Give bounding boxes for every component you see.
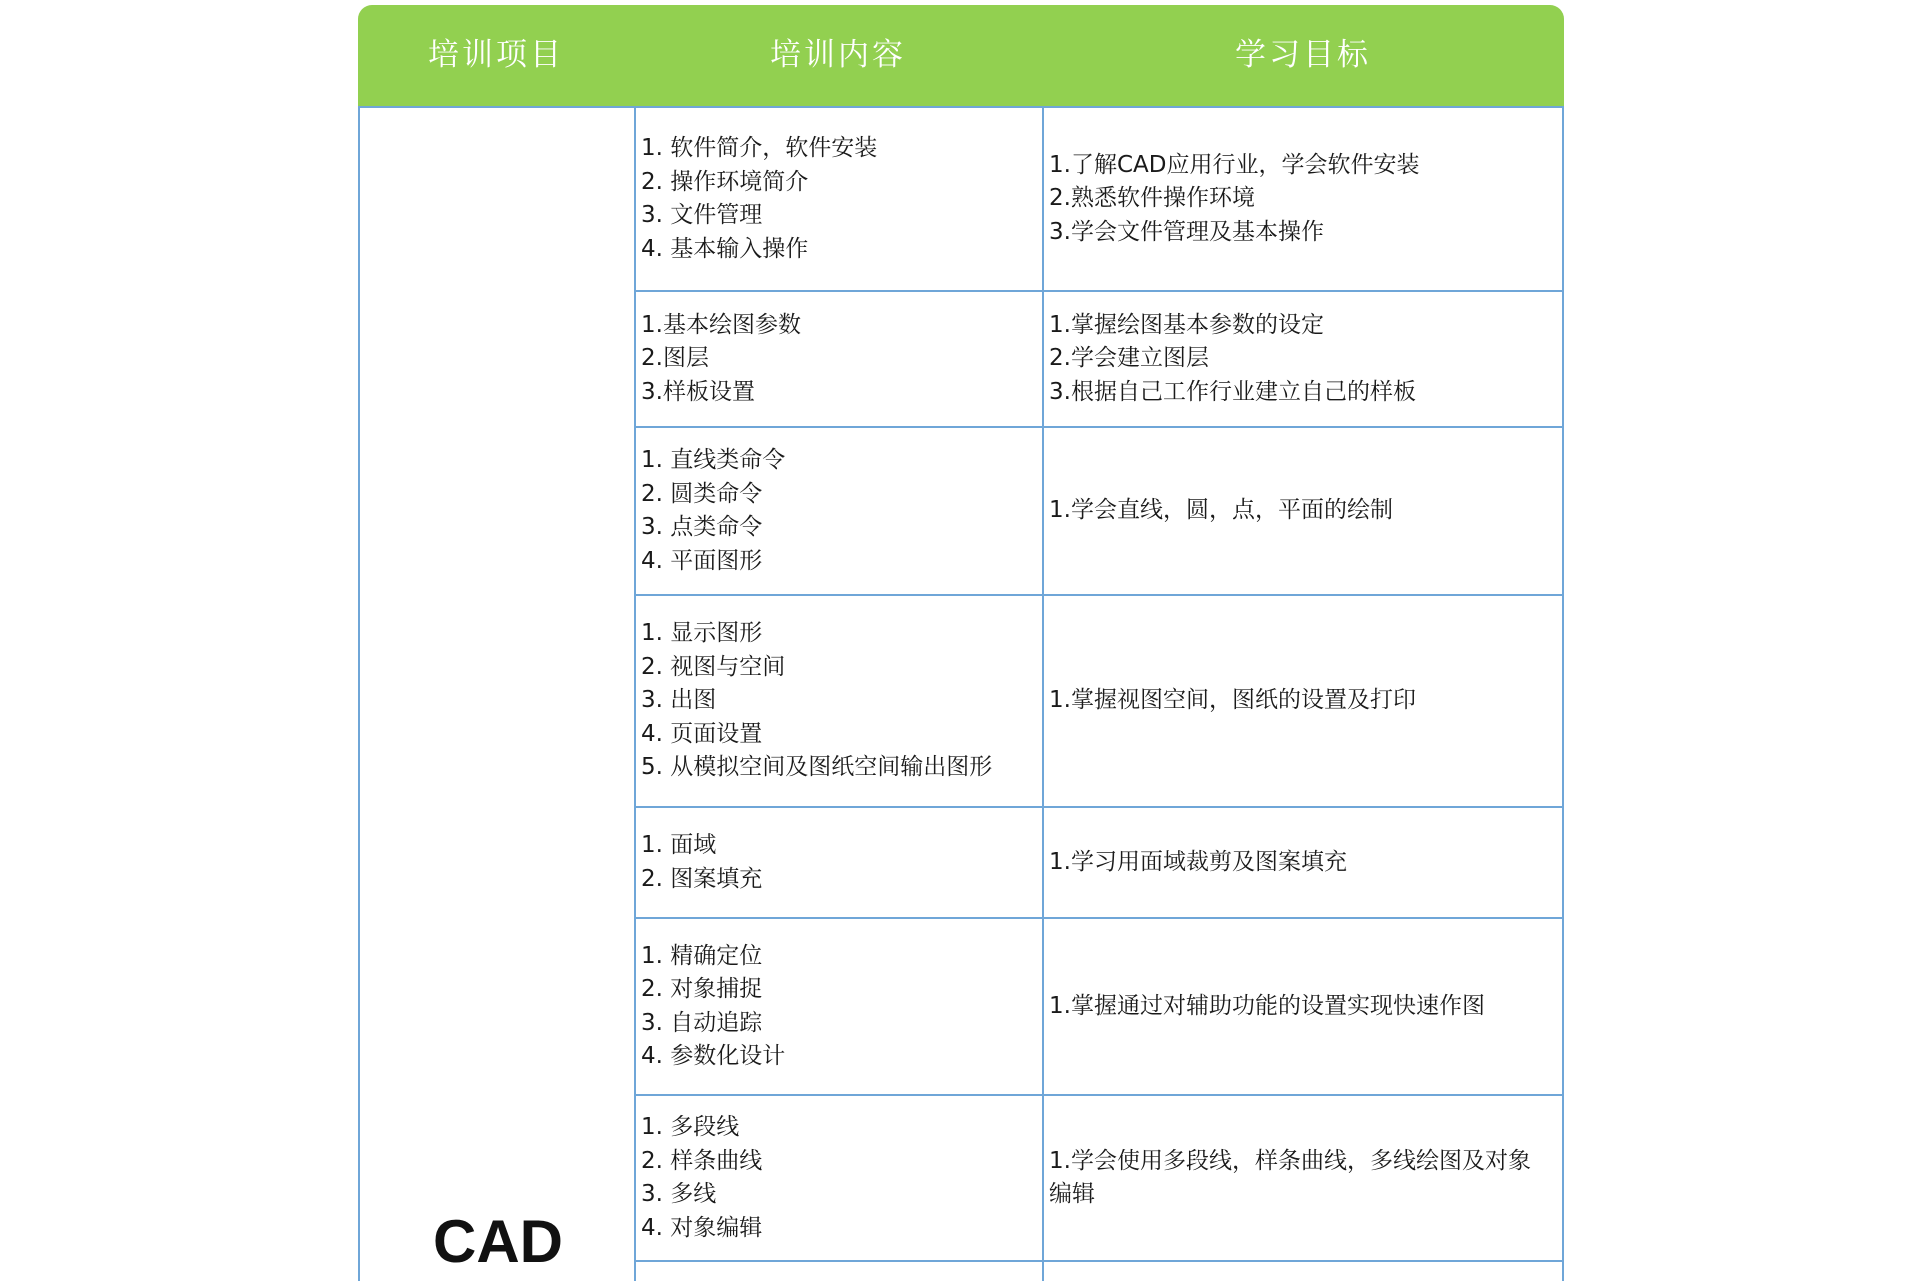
content-line: 2. 视图与空间	[641, 653, 786, 680]
content-cell	[634, 1260, 1042, 1281]
content-line: 4. 页面设置	[641, 720, 763, 747]
content-line: 1. 精确定位	[641, 942, 763, 969]
table-row	[634, 1094, 1564, 1260]
goal-cell	[1042, 917, 1564, 1094]
goal-line: 1.学会使用多段线，样条曲线，多线绘图及对象编辑	[1049, 1147, 1531, 1207]
content-line: 2.图层	[641, 345, 709, 372]
content-line: 4. 平面图形	[641, 547, 763, 574]
content-cell	[634, 917, 1042, 1094]
content-line: 5. 从模拟空间及图纸空间输出图形	[641, 754, 993, 781]
goal-cell	[1042, 426, 1564, 594]
content-line: 4. 对象编辑	[641, 1214, 763, 1241]
header-training-project: 培训项目	[428, 37, 564, 73]
goal-line: 1.学习用面域裁剪及图案填充	[1049, 848, 1347, 875]
content-line: 4. 基本输入操作	[641, 235, 809, 262]
content-line: 1. 多段线	[641, 1114, 740, 1140]
goal-line: 3.根据自己工作行业建立自己的样板	[1049, 378, 1416, 405]
content-line: 1. 面域	[641, 832, 717, 858]
content-cell	[634, 1094, 1042, 1260]
header-training-content: 培训内容	[770, 37, 906, 73]
content-line: 1.基本绘图参数	[641, 311, 801, 338]
content-cell	[634, 426, 1042, 594]
goal-line: 2.熟悉软件操作环境	[1049, 185, 1255, 212]
content-line: 1. 显示图形	[641, 620, 763, 647]
table-body	[358, 106, 1564, 1281]
content-line: 3. 点类命令	[641, 514, 763, 540]
content-cell	[634, 290, 1042, 426]
goal-cell	[1042, 594, 1564, 806]
goal-line: 1.了解CAD应用行业，学会软件安装	[1049, 151, 1420, 178]
table-row	[634, 426, 1564, 594]
content-cell	[634, 594, 1042, 806]
content-line: 3.样板设置	[641, 378, 755, 405]
content-line: 2. 操作环境简介	[641, 168, 809, 195]
goal-cell	[1042, 1094, 1564, 1260]
content-cell	[634, 806, 1042, 917]
goal-line: 1.掌握通过对辅助功能的设置实现快速作图	[1049, 992, 1485, 1019]
table-row	[634, 806, 1564, 917]
header-learning-goals: 学习目标	[1235, 37, 1371, 73]
table-row	[634, 594, 1564, 806]
goal-line: 1.掌握视图空间，图纸的设置及打印	[1049, 687, 1416, 714]
project-name: CAD	[433, 1208, 563, 1275]
goal-line: 3.学会文件管理及基本操作	[1049, 218, 1324, 245]
content-line: 3. 多线	[641, 1181, 717, 1207]
content-line: 1. 直线类命令	[641, 447, 786, 473]
goal-cell	[1042, 1260, 1564, 1281]
content-line: 3. 自动追踪	[641, 1009, 763, 1036]
table-row	[634, 917, 1564, 1094]
table-row	[634, 1260, 1564, 1281]
goal-cell	[1042, 290, 1564, 426]
content-cell	[634, 106, 1042, 290]
content-line: 4. 参数化设计	[641, 1043, 786, 1069]
goal-line: 1.学会直线，圆，点，平面的绘制	[1049, 497, 1393, 524]
goal-cell	[1042, 106, 1564, 290]
table-header	[358, 5, 1564, 106]
content-line: 3. 文件管理	[641, 202, 763, 228]
content-line: 2. 图案填充	[641, 865, 763, 892]
goal-line: 1.掌握绘图基本参数的设定	[1049, 311, 1324, 338]
content-line: 3. 出图	[641, 687, 717, 714]
table-row	[634, 290, 1564, 426]
goal-line: 2.学会建立图层	[1049, 345, 1209, 372]
content-line: 2. 圆类命令	[641, 480, 763, 507]
content-line: 2. 样条曲线	[641, 1147, 763, 1174]
goal-cell	[1042, 806, 1564, 917]
content-line: 1. 软件简介，软件安装	[641, 135, 878, 161]
content-line: 2. 对象捕捉	[641, 976, 763, 1002]
project-cell	[358, 106, 634, 1281]
table-row	[634, 106, 1564, 290]
training-table	[358, 5, 1564, 1281]
